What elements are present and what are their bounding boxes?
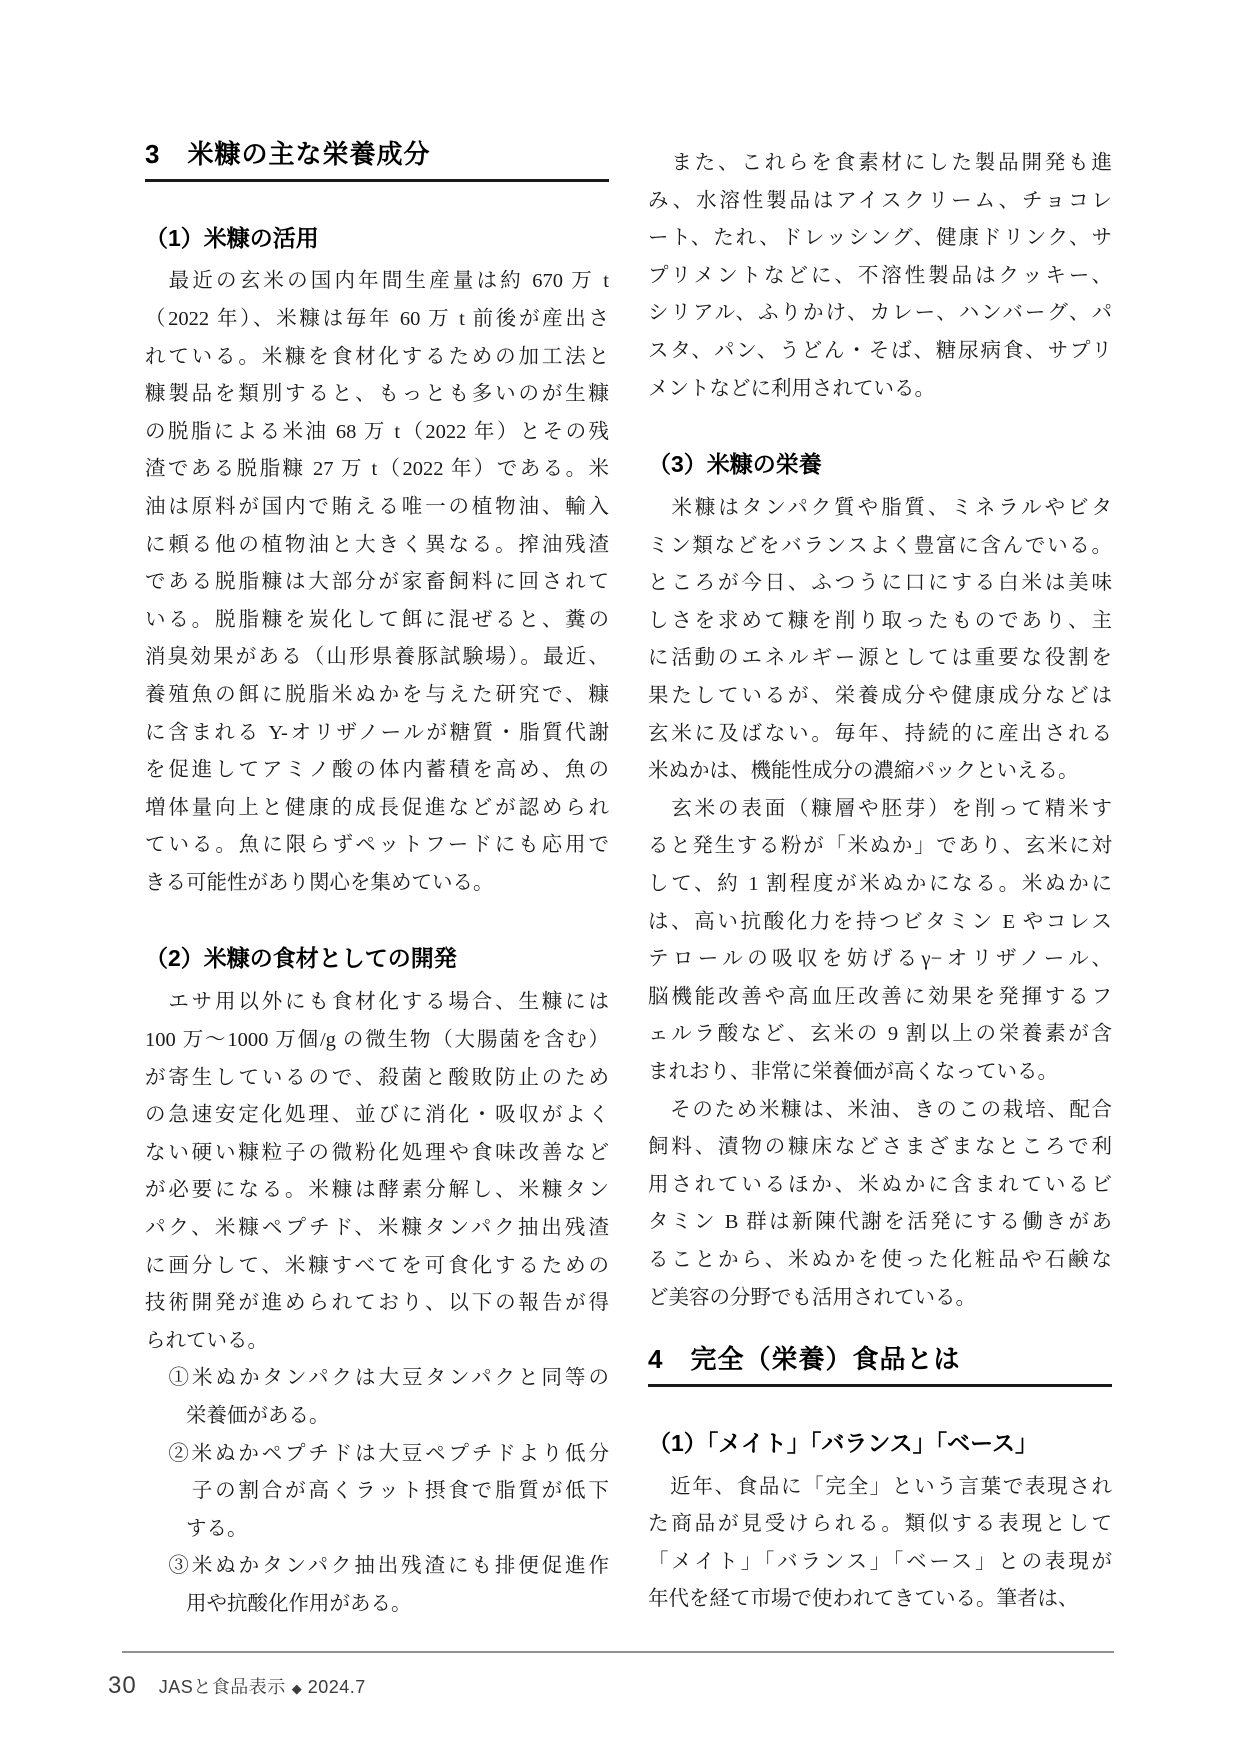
text-line: メントなどに利用されている。: [648, 377, 935, 400]
text-line: た商品が見受けられる。類似する表現として: [648, 1513, 1112, 1536]
text-line: に活動のエネルギー源としては重要な役割を: [648, 647, 1112, 670]
text-line: ミン類などをバランスよく豊富に含んでいる。: [648, 534, 1112, 557]
left-column: [145, 138, 609, 1623]
text-line: ど美容の分野でも活用されている。: [648, 1286, 976, 1309]
text-line: 脳機能改善や高血圧改善に効果を発揮するフ: [648, 985, 1112, 1008]
paragraph: [145, 263, 609, 902]
text-line: 消臭効果がある（山形県養豚試験場）。最近、: [145, 646, 609, 669]
text-line: しさを求めて糠を削り取ったものであり、主: [648, 609, 1112, 632]
text-line: 増体量向上と健康的成長促進などが認められ: [145, 796, 609, 819]
right-column: [648, 145, 1112, 1619]
paragraph: [648, 145, 1112, 408]
page-number: 30: [108, 1672, 137, 1699]
text-line: 米糠はタンパク質や脂質、ミネラルやビタ: [648, 497, 1112, 520]
text-line: パク、米糠ペプチド、米糠タンパク抽出残渣: [145, 1216, 609, 1239]
text-line: いる。脱脂糠を炭化して餌に混ぜると、糞の: [145, 608, 609, 631]
text-line: である脱脂糠は大部分が家畜飼料に回されて: [145, 571, 609, 594]
text-line: ている。魚に限らずペットフードにも応用で: [145, 834, 609, 857]
text-line: 子の割合が高くラット摂食で脂質が低下: [145, 1480, 609, 1503]
paragraph: [145, 1548, 609, 1623]
text-line: 玄米の表面（糠層や胚芽）を削って精米す: [648, 797, 1112, 820]
paragraph-group-continuation: [648, 145, 1112, 408]
text-line: 養殖魚の餌に脱脂米ぬかを与えた研究で、糠: [145, 683, 609, 706]
paragraph: [648, 791, 1112, 1092]
issue-date: 2024.7: [307, 1677, 366, 1697]
subsection-heading-1: （1）米糠の活用: [145, 224, 319, 251]
text-line: が必要になる。米糠は酵素分解し、米糠タン: [145, 1179, 609, 1202]
text-line: （2022 年）、米糠は毎年 60 万 t 前後が産出さ: [145, 307, 609, 330]
paragraph: [648, 490, 1112, 791]
text-line: に含まれる Y-オリザノールが糖質・脂質代謝: [145, 721, 609, 744]
text-line: 果たしているが、栄養成分や健康成分などは: [648, 685, 1112, 708]
section-heading-4: 4 完全（栄養）食品とは: [648, 1343, 1112, 1387]
paragraph-group-sub2: [145, 984, 609, 1623]
text-line: ると発生する粉が「米ぬか」であり、玄米に対: [648, 835, 1112, 858]
subsection-heading-3: （3）米糠の栄養: [648, 451, 822, 478]
text-line: 飼料、漬物の糠床などさまざまなところで利: [648, 1136, 1112, 1159]
text-line: 「メイト」「バランス」「ベース」との表現が: [648, 1550, 1112, 1573]
subsection-heading-4-1: （1）「メイト」「バランス」「ベース」: [648, 1429, 1038, 1456]
text-line: 最近の玄米の国内年間生産量は約 670 万 t: [145, 270, 609, 293]
text-line: 用や抗酸化作用がある。: [145, 1592, 412, 1615]
paragraph: [145, 1436, 609, 1549]
text-line: み、水溶性製品はアイスクリーム、チョコレ: [648, 189, 1112, 212]
text-line: 糠製品を類別すると、もっとも多いのが生糠: [145, 383, 609, 406]
text-line: 年代を経て市場で使われてきている。筆者は、: [648, 1588, 1079, 1611]
paragraph: [145, 984, 609, 1360]
text-line: られている。: [145, 1329, 268, 1352]
text-line: ない硬い糠粒子の微粉化処理や食味改善など: [145, 1141, 609, 1164]
text-line: エサ用以外にも食材化する場合、生糠には: [145, 991, 609, 1014]
text-line: プリメントなどに、不溶性製品はクッキー、: [648, 264, 1112, 287]
text-line: テロールの吸収を妨げるγ−オリザノール、: [648, 948, 1112, 971]
text-line: して、約 1 割程度が米ぬかになる。米ぬかに: [648, 872, 1112, 895]
text-line: ③米ぬかタンパク抽出残渣にも排便促進作: [145, 1555, 609, 1578]
text-line: れている。米糠を食材化するための加工法と: [145, 345, 609, 368]
text-line: ①米ぬかタンパクは大豆タンパクと同等の: [145, 1367, 609, 1390]
text-line: ェルラ酸など、玄米の 9 割以上の栄養素が含: [648, 1023, 1112, 1046]
paragraph: [648, 1092, 1112, 1318]
text-line: 玄米に及ばない。毎年、持続的に産出される: [648, 722, 1112, 745]
text-line: まれおり、非常に栄養価が高くなっている。: [648, 1060, 1058, 1083]
text-line: 100 万〜1000 万個/g の微生物（大腸菌を含む）: [145, 1028, 609, 1051]
text-line: シリアル、ふりかけ、カレー、ハンバーグ、パ: [648, 302, 1112, 325]
text-line: また、これらを食素材にした製品開発も進: [648, 152, 1112, 174]
text-line: 近年、食品に「完全」という言葉で表現され: [648, 1475, 1112, 1498]
text-line: ート、たれ、ドレッシング、健康ドリンク、サ: [648, 227, 1112, 250]
text-line: する。: [145, 1517, 248, 1540]
text-line: を促進してアミノ酸の体内蓄積を高め、魚の: [145, 759, 609, 782]
journal-title: JASと食品表示: [158, 1677, 286, 1697]
footer-divider: [122, 1651, 1114, 1653]
text-line: に画分して、米糠すべてを可食化するための: [145, 1254, 609, 1277]
paragraph-group-sub3: [648, 490, 1112, 1317]
text-line: 栄養価がある。: [145, 1404, 330, 1427]
text-line: の脱脂による米油 68 万 t（2022 年）とその残: [145, 420, 609, 443]
text-line: タミン B 群は新陳代謝を活発にする働きがあ: [648, 1211, 1112, 1234]
diamond-icon: ◆: [291, 1681, 302, 1696]
text-line: ②米ぬかペプチドは大豆ペプチドより低分: [145, 1442, 609, 1465]
paragraph: [145, 1360, 609, 1435]
text-line: 技術開発が進められており、以下の報告が得: [145, 1292, 609, 1315]
text-line: ところが今日、ふつうに口にする白米は美味: [648, 572, 1112, 595]
section-heading-3: 3 米糠の主な栄養成分: [145, 138, 609, 182]
paragraph-group-sub4: [648, 1469, 1112, 1619]
page-footer: [108, 1672, 366, 1700]
text-line: そのため米糠は、米油、きのこの栽培、配合: [648, 1098, 1112, 1121]
text-line: の急速安定化処理、並びに消化・吸収がよく: [145, 1104, 609, 1127]
text-line: 用されているほか、米ぬかに含まれているビ: [648, 1173, 1112, 1196]
text-line: に頼る他の植物油と大きく異なる。搾油残渣: [145, 533, 609, 556]
text-line: 油は原料が国内で賄える唯一の植物油、輸入: [145, 495, 609, 518]
text-line: が寄生しているので、殺菌と酸敗防止のため: [145, 1066, 609, 1089]
subsection-heading-2: （2）米糠の食材としての開発: [145, 945, 457, 972]
text-line: は、高い抗酸化力を持つビタミン E やコレス: [648, 910, 1112, 933]
text-line: ることから、米ぬかを使った化粧品や石鹸な: [648, 1248, 1112, 1271]
text-line: 米ぬかは、機能性成分の濃縮パックといえる。: [648, 760, 1079, 783]
text-line: 渣である脱脂糠 27 万 t（2022 年）である。米: [145, 458, 609, 481]
text-line: きる可能性があり関心を集めている。: [145, 871, 494, 894]
text-line: スタ、パン、うどん・そば、糖尿病食、サプリ: [648, 339, 1112, 362]
paragraph: [648, 1469, 1112, 1619]
paragraph-group-sub1: [145, 263, 609, 902]
